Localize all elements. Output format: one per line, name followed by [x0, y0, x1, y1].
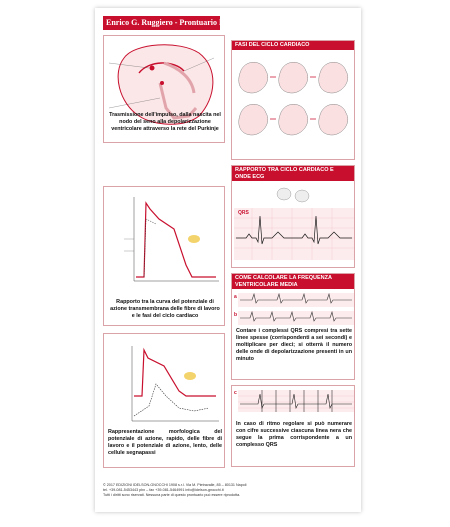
publisher-footer: [103, 483, 353, 499]
caption-ventricular-rate: Contare i complessi QRS compresi tra sette linee spesse (corrispondenti a sei secondi) e moltiplicare per dieci; si otterrà il numero delle onde di depolarizzazione presenti in un minuto: [236, 328, 352, 362]
ecg-waves-panel: [231, 165, 355, 268]
ventricular-rate-strips: [232, 291, 356, 327]
pacemaker-potential-panel: [103, 333, 225, 468]
action-potential-chart: [104, 189, 226, 291]
qrs-label: QRS: [238, 210, 249, 216]
cardiac-cycle-illustration: [232, 51, 356, 159]
caption-conduction: Trasmissione dell'impulso, dalla nascita nel nodo del seno alla depolarizzazione ventricolare attraverso la rete del Purkinje: [109, 112, 221, 132]
regular-rhythm-strip: [232, 388, 356, 416]
pacemaker-potential-chart: [104, 336, 226, 426]
caption-action-potential: Rapporto tra la curva del potenziale di azione transmembrana delle fibre di lavoro e le fasi del ciclo cardiaco: [110, 299, 220, 319]
action-potential-panel: [103, 186, 225, 326]
card-title: Enrico G. Ruggiero - Prontuario ECG: [103, 16, 220, 30]
caption-pacemaker: Rappresentazione morfologica del potenziale di azione, rapido, delle fibre di lavoro e il potenziale di azione, lento, delle cellule segnapassi: [108, 429, 222, 456]
ventricular-rate-panel: [231, 273, 355, 380]
ecg-waves-chart: [232, 186, 356, 266]
ecg-reference-card: [95, 8, 361, 512]
panel-title-cardiac-cycle: FASI DEL CICLO CARDIACO: [232, 41, 354, 50]
regular-rhythm-panel: [231, 385, 355, 467]
footer-line-2: tel. +39-081-5453443 pbx – fax +39-081-5464991 info@idelson-gnocchi.it: [103, 488, 224, 493]
label-b: b: [234, 312, 238, 318]
panel-title-ecg-waves: RAPPORTO TRA CICLO CARDIACO E ONDE ECG: [232, 166, 354, 181]
footer-line-3: Tutti i diritti sono riservati. Nessuna parte di questo prontuario può essere riprodotta.: [103, 493, 241, 498]
caption-regular-rhythm: In caso di ritmo regolare si può numerare con cifre successive ciascuna linea nera che segue la prima corrispondente a un complesso QRS: [236, 421, 352, 448]
cardiac-cycle-panel: [231, 40, 355, 160]
heart-conduction-panel: [103, 35, 225, 143]
label-a: a: [234, 294, 237, 300]
footer-line-1: © 2017 EDIZIONI IDELSON-GNOCCHI 1908 s.r.l. Via M. Pietravalle, 85 – 80131 Napoli: [103, 483, 247, 487]
panel-title-ventricular-rate: COME CALCOLARE LA FREQUENZA VENTRICOLARE MEDIA: [232, 274, 354, 289]
label-c: c: [234, 390, 237, 396]
